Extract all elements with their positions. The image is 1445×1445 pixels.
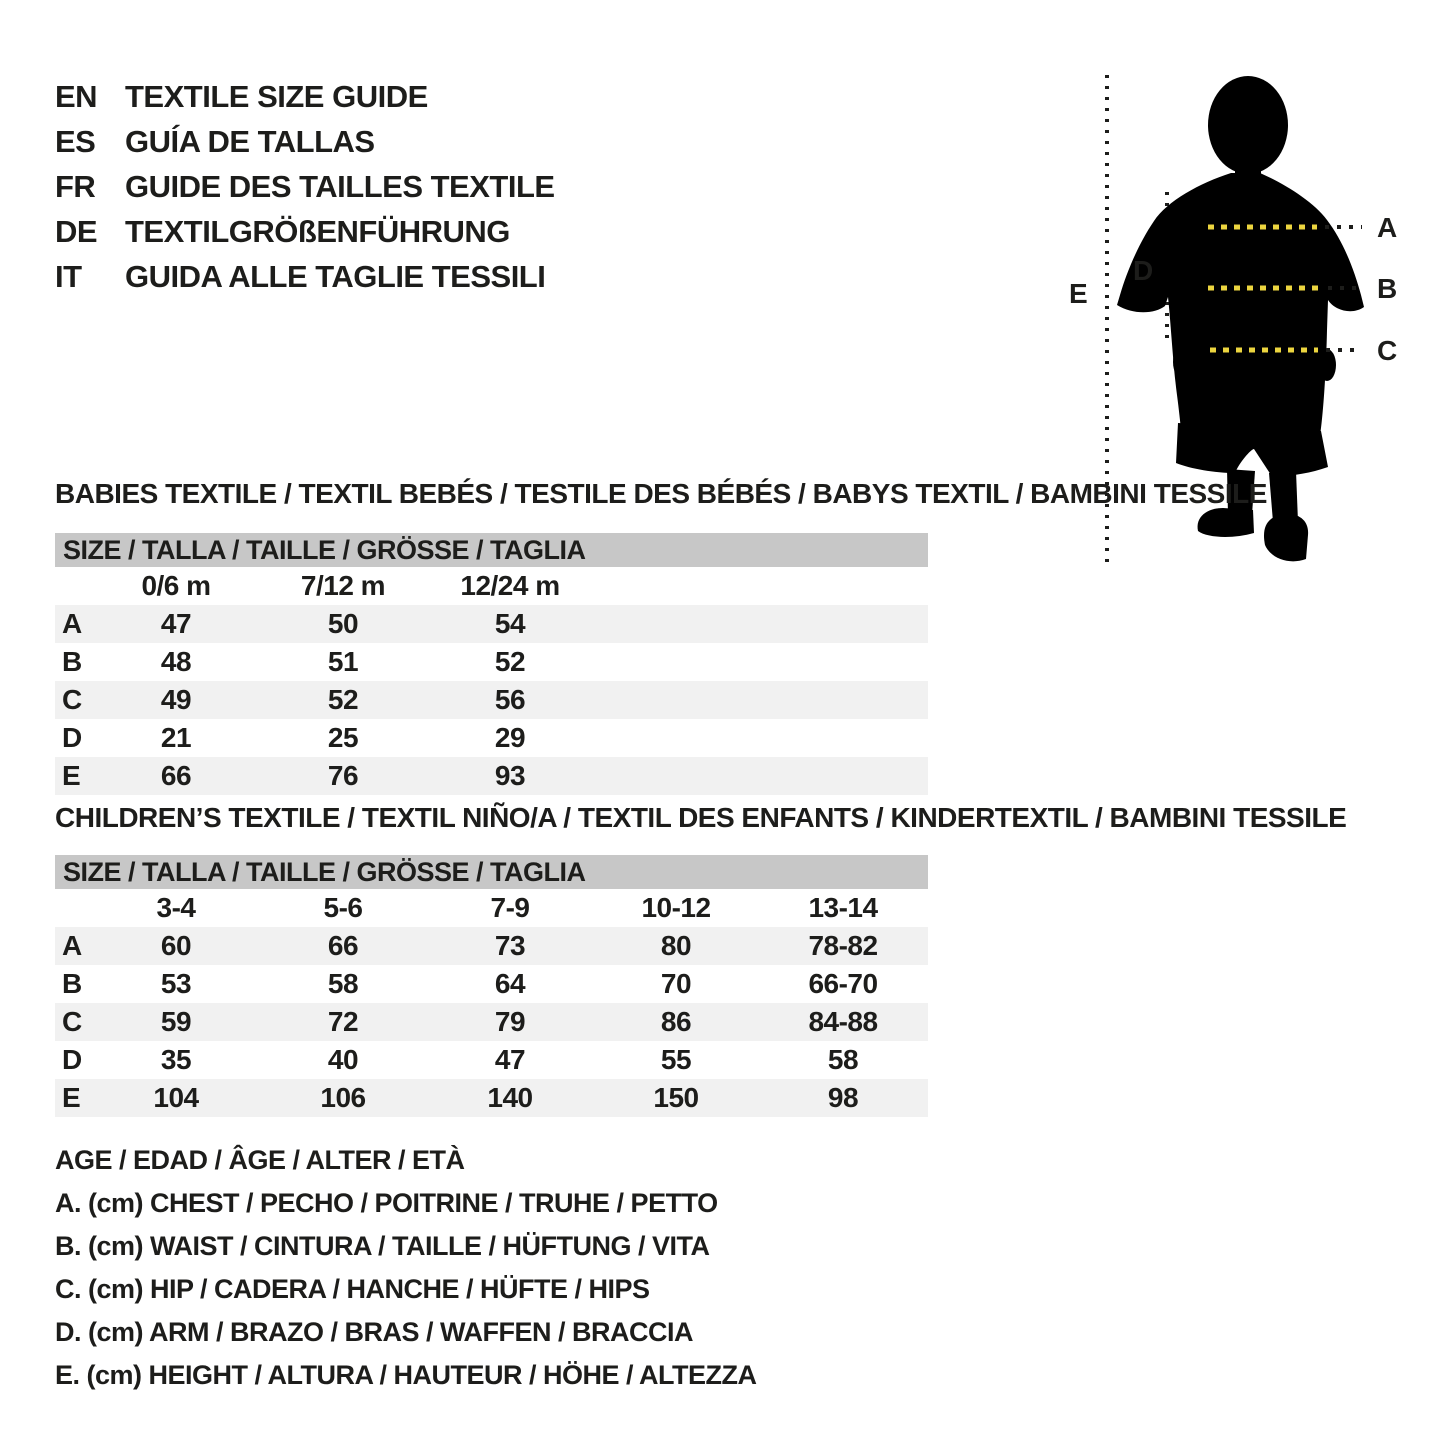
table-cell: 56 — [494, 684, 526, 715]
table-cell: 21 — [160, 722, 192, 753]
row-label: C — [62, 684, 82, 715]
table-cell: 80 — [660, 930, 692, 961]
silhouette-right-shoe — [1264, 514, 1308, 561]
table-cell: 51 — [327, 646, 359, 677]
table-cell: 25 — [327, 722, 359, 753]
language-title: GUÍA DE TALLAS — [125, 124, 375, 159]
language-code: FR — [55, 169, 96, 204]
silhouette-left-shoe — [1198, 508, 1254, 537]
column-header: 13-14 — [808, 892, 878, 923]
table-cell: 35 — [160, 1044, 192, 1075]
table-row — [55, 1079, 928, 1117]
language-row-fr — [55, 164, 555, 209]
measurement-legend — [55, 1139, 756, 1397]
children-section-heading: CHILDREN’S TEXTILE / TEXTIL NIÑO/A / TEXTIL DES ENFANTS / KINDERTEXTIL / BAMBINI TESSILE — [55, 802, 1347, 833]
language-title: TEXTILGRÖßENFÜHRUNG — [125, 214, 510, 249]
silhouette-left-hand — [1173, 345, 1193, 379]
legend-line-waist: B. (cm) WAIST / CINTURA / TAILLE / HÜFTUNG / VITA — [55, 1231, 710, 1261]
table-cell: 47 — [494, 1044, 526, 1075]
column-header: 12/24 m — [460, 570, 560, 601]
table-cell: 73 — [494, 930, 526, 961]
table-cell: 93 — [494, 760, 526, 791]
column-header: 3-4 — [156, 892, 196, 923]
table-cell: 48 — [160, 646, 192, 677]
table-cell: 78-82 — [808, 930, 878, 961]
table-row — [55, 965, 928, 1003]
babies-size-header-bar: SIZE / TALLA / TAILLE / GRÖSSE / TAGLIA — [55, 533, 928, 567]
language-title: GUIDA ALLE TAGLIE TESSILI — [125, 259, 546, 294]
babies-section-heading: BABIES TEXTILE / TEXTIL BEBÉS / TESTILE DES BÉBÉS / BABYS TEXTIL / BAMBINI TESSILE — [55, 478, 1267, 509]
language-row-es — [55, 119, 555, 164]
legend-line-chest: A. (cm) CHEST / PECHO / POITRINE / TRUHE / PETTO — [55, 1188, 718, 1218]
table-cell: 98 — [827, 1082, 859, 1113]
children-size-header-bar: SIZE / TALLA / TAILLE / GRÖSSE / TAGLIA — [55, 855, 928, 889]
table-cell: 52 — [327, 684, 359, 715]
column-header: 10-12 — [641, 892, 711, 923]
column-header: 7/12 m — [300, 570, 386, 601]
silhouette-shirt — [1117, 173, 1364, 436]
language-title: GUIDE DES TAILLES TEXTILE — [125, 169, 555, 204]
row-label: D — [62, 1044, 82, 1075]
table-row — [55, 1003, 928, 1041]
row-label: B — [62, 646, 82, 677]
babies-size-table — [55, 533, 928, 795]
table-cell: 106 — [320, 1082, 366, 1113]
children-size-table — [55, 855, 928, 1117]
table-cell: 76 — [327, 760, 359, 791]
label-c: C — [1377, 335, 1398, 366]
table-row — [55, 757, 928, 795]
column-header: 0/6 m — [141, 570, 211, 601]
row-label: E — [62, 760, 81, 791]
label-e: E — [1069, 278, 1088, 309]
babies-column-header-row — [55, 567, 928, 605]
column-header: 7-9 — [490, 892, 530, 923]
row-label: B — [62, 968, 82, 999]
language-title: TEXTILE SIZE GUIDE — [125, 79, 428, 114]
legend-line-arm: D. (cm) ARM / BRAZO / BRAS / WAFFEN / BRACCIA — [55, 1317, 693, 1347]
table-cell: 70 — [660, 968, 692, 999]
language-title-list — [55, 74, 555, 299]
table-cell: 54 — [494, 608, 526, 639]
column-header: 5-6 — [323, 892, 363, 923]
table-cell: 86 — [660, 1006, 692, 1037]
table-row — [55, 719, 928, 757]
table-cell: 59 — [160, 1006, 192, 1037]
table-cell: 49 — [160, 684, 192, 715]
language-code: ES — [55, 124, 96, 159]
table-cell: 79 — [494, 1006, 526, 1037]
table-row — [55, 927, 928, 965]
table-row — [55, 1041, 928, 1079]
language-code: DE — [55, 214, 98, 249]
table-row — [55, 605, 928, 643]
table-cell: 140 — [487, 1082, 533, 1113]
silhouette-right-hand — [1318, 349, 1336, 381]
silhouette-shorts — [1176, 423, 1328, 476]
table-cell: 66 — [160, 760, 192, 791]
table-row — [55, 681, 928, 719]
label-b: B — [1377, 273, 1398, 304]
table-cell: 55 — [660, 1044, 692, 1075]
row-label: A — [62, 608, 82, 639]
table-cell: 58 — [827, 1044, 859, 1075]
label-d: D — [1133, 255, 1154, 286]
table-cell: 84-88 — [808, 1006, 878, 1037]
table-cell: 150 — [653, 1082, 699, 1113]
legend-line-height: E. (cm) HEIGHT / ALTURA / HAUTEUR / HÖHE / ALTEZZA — [55, 1360, 757, 1390]
table-cell: 66 — [327, 930, 359, 961]
table-cell: 66-70 — [808, 968, 878, 999]
row-label: A — [62, 930, 82, 961]
table-cell: 60 — [160, 930, 192, 961]
table-cell: 53 — [160, 968, 192, 999]
row-label: D — [62, 722, 82, 753]
table-cell: 47 — [160, 608, 192, 639]
table-cell: 64 — [494, 968, 526, 999]
table-cell: 104 — [153, 1082, 199, 1113]
table-cell: 50 — [327, 608, 359, 639]
language-code: EN — [55, 79, 98, 114]
language-row-it — [55, 254, 555, 299]
table-row — [55, 643, 928, 681]
row-label: E — [62, 1082, 81, 1113]
table-cell: 58 — [327, 968, 359, 999]
label-a: A — [1377, 212, 1398, 243]
language-row-en — [55, 74, 555, 119]
table-cell: 52 — [494, 646, 526, 677]
row-label: C — [62, 1006, 82, 1037]
language-code: IT — [55, 259, 82, 294]
table-cell: 40 — [327, 1044, 359, 1075]
table-cell: 29 — [494, 722, 526, 753]
table-cell: 72 — [327, 1006, 359, 1037]
children-column-header-row — [55, 889, 928, 927]
silhouette-head — [1208, 76, 1288, 174]
language-row-de — [55, 209, 555, 254]
legend-line-hip: C. (cm) HIP / CADERA / HANCHE / HÜFTE / HIPS — [55, 1274, 650, 1304]
legend-line-age: AGE / EDAD / ÂGE / ALTER / ETÀ — [55, 1145, 465, 1175]
